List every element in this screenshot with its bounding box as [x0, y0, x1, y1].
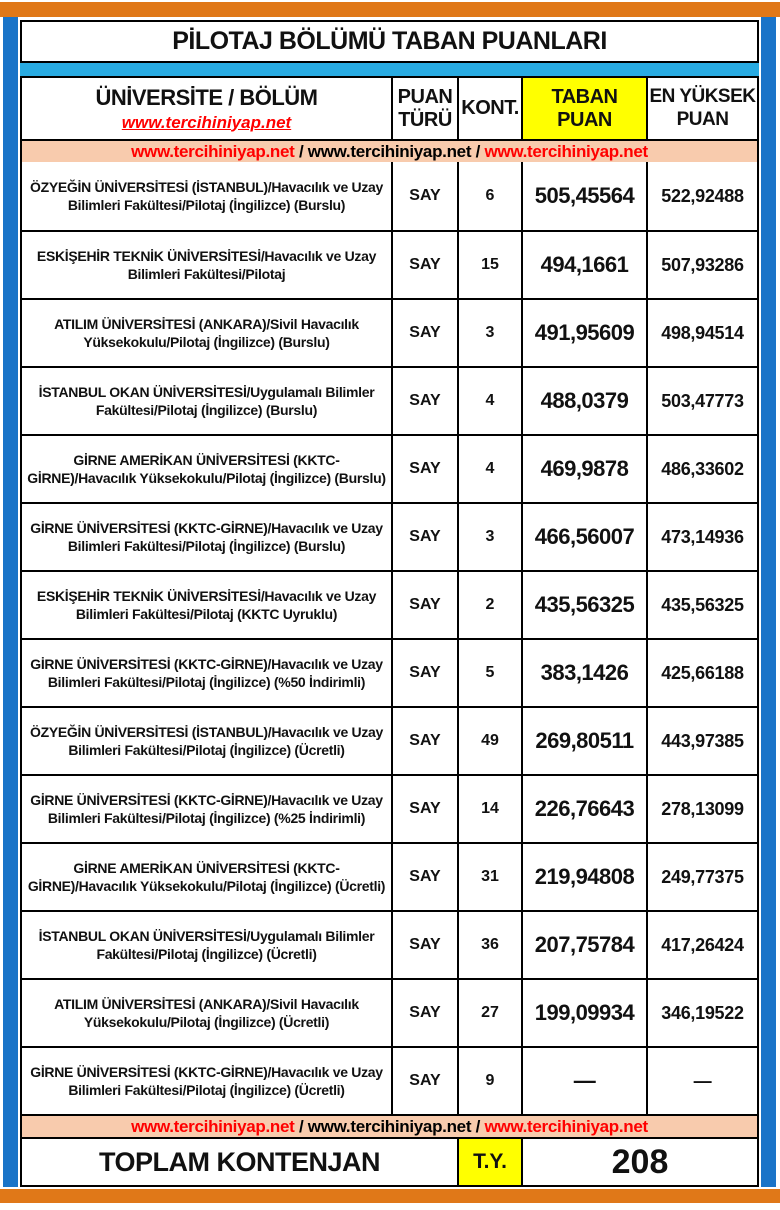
title-box	[20, 20, 759, 63]
banner-separator-1: /	[294, 141, 308, 161]
cyan-divider-band	[20, 63, 759, 76]
university-cell: ESKİŞEHİR TEKNİK ÜNİVERSİTESİ/Havacılık ve Uzay Bilimleri Fakültesi/Pilotaj	[22, 232, 393, 298]
table-row	[22, 638, 757, 706]
table-row	[22, 978, 757, 1046]
quota-cell: 4	[459, 436, 523, 502]
score-type-cell: SAY	[393, 162, 459, 230]
tercihiniyap-link[interactable]: www.tercihiniyap.net	[121, 112, 292, 132]
university-cell: GİRNE AMERİKAN ÜNİVERSİTESİ (KKTC-GİRNE)/Havacılık Yüksekokulu/Pilotaj (İngilizce) (Burslu)	[22, 436, 393, 502]
left-blue-bar	[3, 17, 18, 1187]
quota-cell: 4	[459, 368, 523, 434]
score-type-cell: SAY	[393, 980, 459, 1046]
university-cell: ESKİŞEHİR TEKNİK ÜNİVERSİTESİ/Havacılık ve Uzay Bilimleri Fakültesi/Pilotaj (KKTC Uyruklu)	[22, 572, 393, 638]
total-quota-value: 208	[611, 1142, 669, 1181]
banner-url-1[interactable]: www.tercihiniyap.net	[131, 141, 295, 161]
header-quota-cell	[459, 78, 523, 139]
university-cell: ATILIM ÜNİVERSİTESİ (ANKARA)/Sivil Havacılık Yüksekokulu/Pilotaj (İngilizce) (Burslu)	[22, 300, 393, 366]
base-score-cell: 466,56007	[523, 504, 648, 570]
university-cell: GİRNE ÜNİVERSİTESİ (KKTC-GİRNE)/Havacılık ve Uzay Bilimleri Fakültesi/Pilotaj (İngilizce) (%50 İndirimli)	[22, 640, 393, 706]
score-type-cell: SAY	[393, 232, 459, 298]
university-cell: GİRNE ÜNİVERSİTESİ (KKTC-GİRNE)/Havacılık ve Uzay Bilimleri Fakültesi/Pilotaj (İngilizce) (Ücretli)	[22, 1048, 393, 1114]
scores-table	[20, 76, 759, 1187]
header-score-type-line2: TÜRÜ	[398, 108, 452, 131]
score-type-cell: SAY	[393, 640, 459, 706]
header-university-label: ÜNİVERSİTE / BÖLÜM	[95, 84, 318, 110]
university-cell: ÖZYEĞİN ÜNİVERSİTESİ (İSTANBUL)/Havacılık ve Uzay Bilimleri Fakültesi/Pilotaj (İngilizce) (Ücretli)	[22, 708, 393, 774]
table-row	[22, 1046, 757, 1114]
bottom-orange-band	[0, 1189, 780, 1203]
score-type-cell: SAY	[393, 708, 459, 774]
quota-cell: 5	[459, 640, 523, 706]
banner-separator-2: /	[471, 141, 485, 161]
banner-url-3[interactable]: www.tercihiniyap.net	[484, 141, 648, 161]
quota-cell: 14	[459, 776, 523, 842]
banner-url-3[interactable]: www.tercihiniyap.net	[484, 1116, 648, 1136]
quota-cell: 3	[459, 504, 523, 570]
highest-score-cell: 346,19522	[661, 1002, 744, 1023]
table-row	[22, 502, 757, 570]
base-score-cell: 226,76643	[523, 776, 648, 842]
highest-score-cell: 249,77375	[661, 866, 744, 887]
highest-score-cell: —	[693, 1070, 712, 1091]
quota-cell: 49	[459, 708, 523, 774]
highest-score-cell: 278,13099	[661, 798, 744, 819]
content	[18, 17, 761, 1187]
page-title: PİLOTAJ BÖLÜMÜ TABAN PUANLARI	[172, 27, 607, 55]
total-label-cell	[22, 1139, 459, 1185]
table-row	[22, 774, 757, 842]
quota-cell: 9	[459, 1048, 523, 1114]
base-score-cell: 269,80511	[523, 708, 648, 774]
university-cell: GİRNE ÜNİVERSİTESİ (KKTC-GİRNE)/Havacılık ve Uzay Bilimleri Fakültesi/Pilotaj (İngilizce) (%25 İndirimli)	[22, 776, 393, 842]
total-score-type: T.Y.	[473, 1150, 507, 1173]
table-row	[22, 910, 757, 978]
highest-score-cell: 522,92488	[661, 185, 744, 206]
base-score-cell: 383,1426	[523, 640, 648, 706]
score-type-cell: SAY	[393, 776, 459, 842]
banner-url-2[interactable]: www.tercihiniyap.net	[307, 1116, 472, 1136]
score-type-cell: SAY	[393, 844, 459, 910]
table-row	[22, 298, 757, 366]
header-base-line2: PUAN	[557, 108, 612, 131]
table-row	[22, 570, 757, 638]
total-row	[22, 1137, 757, 1185]
quota-cell: 6	[459, 162, 523, 230]
score-type-cell: SAY	[393, 368, 459, 434]
base-score-cell: 491,95609	[523, 300, 648, 366]
highest-score-cell: 435,56325	[661, 594, 744, 615]
quota-cell: 36	[459, 912, 523, 978]
header-university-cell	[22, 78, 393, 139]
right-blue-bar	[761, 17, 776, 1187]
total-value-cell	[523, 1139, 757, 1185]
highest-score-cell: 507,93286	[661, 254, 744, 275]
total-score-type-cell	[459, 1139, 523, 1185]
table-row	[22, 366, 757, 434]
highest-score-cell: 417,26424	[661, 934, 744, 955]
base-score-cell: 435,56325	[523, 572, 648, 638]
base-score-cell: 488,0379	[523, 368, 648, 434]
banner-separator-1: /	[294, 1116, 308, 1136]
university-cell: GİRNE AMERİKAN ÜNİVERSİTESİ (KKTC-GİRNE)/Havacılık Yüksekokulu/Pilotaj (İngilizce) (Ücretli)	[22, 844, 393, 910]
university-cell: ATILIM ÜNİVERSİTESİ (ANKARA)/Sivil Havacılık Yüksekokulu/Pilotaj (İngilizce) (Ücretli)	[22, 980, 393, 1046]
table-row	[22, 230, 757, 298]
quota-cell: 2	[459, 572, 523, 638]
base-score-cell: 199,09934	[523, 980, 648, 1046]
highest-score-cell: 425,66188	[661, 662, 744, 683]
url-banner-bottom	[22, 1114, 757, 1137]
table-row	[22, 706, 757, 774]
header-score-type-line1: PUAN	[397, 85, 453, 108]
score-type-cell: SAY	[393, 572, 459, 638]
banner-url-2[interactable]: www.tercihiniyap.net	[307, 141, 472, 161]
university-cell: İSTANBUL OKAN ÜNİVERSİTESİ/Uygulamalı Bilimler Fakültesi/Pilotaj (İngilizce) (Burslu)	[22, 368, 393, 434]
highest-score-cell: 503,47773	[661, 390, 744, 411]
quota-cell: 27	[459, 980, 523, 1046]
score-type-cell: SAY	[393, 300, 459, 366]
base-score-cell: —	[523, 1048, 648, 1114]
university-cell: GİRNE ÜNİVERSİTESİ (KKTC-GİRNE)/Havacılık ve Uzay Bilimleri Fakültesi/Pilotaj (İngilizce) (Burslu)	[22, 504, 393, 570]
base-score-cell: 219,94808	[523, 844, 648, 910]
table-row	[22, 434, 757, 502]
highest-score-cell: 486,33602	[661, 458, 744, 479]
highest-score-cell: 443,97385	[661, 730, 744, 751]
header-score-type-cell	[393, 78, 459, 139]
total-label: TOPLAM KONTENJAN	[98, 1146, 380, 1177]
table-body	[22, 162, 757, 1114]
content-frame	[0, 17, 780, 1187]
quota-cell: 31	[459, 844, 523, 910]
university-cell: ÖZYEĞİN ÜNİVERSİTESİ (İSTANBUL)/Havacılık ve Uzay Bilimleri Fakültesi/Pilotaj (İngilizce) (Burslu)	[22, 162, 393, 230]
url-banner-top	[22, 139, 757, 162]
header-quota-label: KONT.	[461, 97, 519, 119]
banner-separator-2: /	[471, 1116, 485, 1136]
base-score-cell: 494,1661	[523, 232, 648, 298]
base-score-cell: 469,9878	[523, 436, 648, 502]
header-highest-line1: EN YÜKSEK	[649, 85, 756, 107]
base-score-cell: 207,75784	[523, 912, 648, 978]
score-type-cell: SAY	[393, 912, 459, 978]
top-orange-band	[0, 2, 780, 17]
base-score-cell: 505,45564	[523, 162, 648, 230]
score-type-cell: SAY	[393, 504, 459, 570]
header-base-score-cell	[523, 78, 648, 139]
quota-cell: 3	[459, 300, 523, 366]
highest-score-cell: 473,14936	[661, 526, 744, 547]
header-highest-score-cell	[648, 78, 757, 139]
score-type-cell: SAY	[393, 1048, 459, 1114]
score-type-cell: SAY	[393, 436, 459, 502]
header-base-line1: TABAN	[551, 85, 618, 108]
banner-url-1[interactable]: www.tercihiniyap.net	[131, 1116, 295, 1136]
table-header-row	[22, 78, 757, 139]
header-highest-line2: PUAN	[676, 108, 729, 130]
university-cell: İSTANBUL OKAN ÜNİVERSİTESİ/Uygulamalı Bilimler Fakültesi/Pilotaj (İngilizce) (Ücretli)	[22, 912, 393, 978]
quota-cell: 15	[459, 232, 523, 298]
table-row	[22, 162, 757, 230]
highest-score-cell: 498,94514	[661, 322, 744, 343]
table-row	[22, 842, 757, 910]
